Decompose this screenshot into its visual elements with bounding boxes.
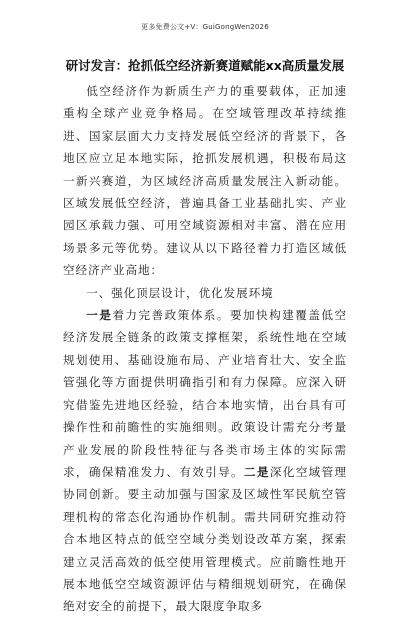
body-paragraph-2	[63, 304, 347, 618]
point-body-1: 着力完善政策体系。要加快构建覆盖低空经济发展全链条的政策支撑框架，系统性地在空域规划使用、基础设施布局、产业培育壮大、安全监管强化等方面提供明确指引和有力保障。应深入研究借鉴先进地区经验，结合本地实情，出台具有可操作性和前瞻性的实施细则。政策设计需充分考量产业发展的阶段性特征与各类市场主体的实际需求，确保精准发力、有效引导。	[63, 308, 347, 479]
intro-paragraph: 低空经济作为新质生产力的重要载体，正加速重构全球产业竞争格局。在空域管理改革持续推进、国家层面大力支持发展低空经济的背景下，各地区应立足本地实际，抢抓发展机遇，积极布局这一新兴赛道，为区域经济高质量发展注入新动能。区域发展低空经济，普遍具备工业基础扎实、产业园区承载力强、可用空域资源相对丰富、潜在应用场景多元等优势。建议从以下路径着力打造区域低空经济产业高地：	[63, 84, 347, 278]
point-lead-1: 一是	[86, 308, 113, 323]
point-lead-2: 二是	[244, 464, 270, 479]
header-note: 更多免费公文+V：GuiGongWen2026	[141, 23, 269, 31]
document-title: 研讨发言：抢抓低空经济新赛道赋能xx高质量发展	[65, 58, 345, 73]
section-heading-1: 一、强化顶层设计，优化发展环境	[86, 285, 274, 300]
point-body-2: 深化空域管理协同创新。要主动加强与国家及区域性军民航空管理机构的常态化沟通协作机制。需共同研究推动符合本地区特点的低空空域分类划设改革方案，探索建立灵活高效的低空使用管理模式。应前瞻性地开展本地低空空域资源评估与精细规划研究，在确保绝对安全的前提下，最大限度争取多	[63, 464, 347, 614]
document-body	[63, 80, 347, 618]
